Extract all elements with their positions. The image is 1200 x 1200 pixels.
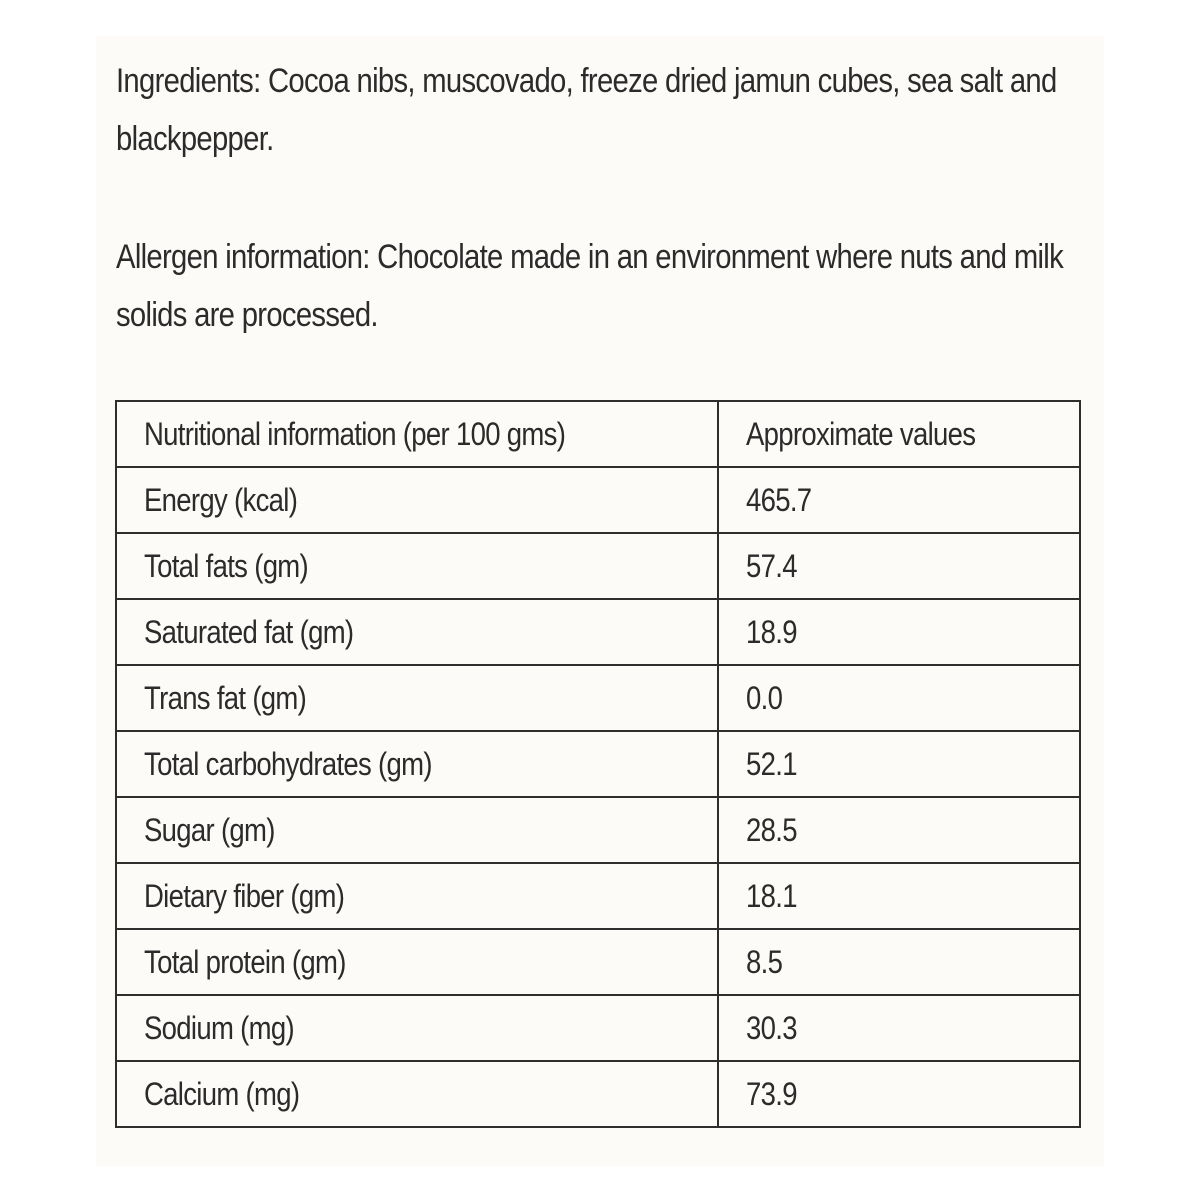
value-cell [718,863,1080,929]
nutrient-value: 73.9 [746,1075,797,1112]
value-cell [718,797,1080,863]
nutrient-name: Total fats (gm) [144,547,309,584]
table-row [116,995,1080,1061]
header-value-label: Approximate values [746,415,976,452]
nutrient-value: 0.0 [746,679,783,716]
table-row [116,467,1080,533]
label-sheet [96,36,1104,1166]
nutrient-value: 8.5 [746,943,783,980]
value-cell [718,665,1080,731]
allergen-text: Allergen information: Chocolate made in an environment where nuts and milk solids are processed. [116,238,1064,334]
table-row [116,599,1080,665]
table-row [116,929,1080,995]
nutrient-name: Sugar (gm) [144,811,275,848]
nutrient-cell [116,731,718,797]
nutrient-name: Sodium (mg) [144,1009,294,1046]
table-row [116,665,1080,731]
nutrition-table [115,400,1081,1128]
value-cell [718,731,1080,797]
header-value-cell [718,401,1080,467]
nutrient-cell [116,599,718,665]
nutrient-name: Energy (kcal) [144,481,298,518]
nutrient-value: 18.1 [746,877,797,914]
nutrient-name: Dietary fiber (gm) [144,877,345,914]
header-nutrient-cell [116,401,718,467]
header-nutrient-label: Nutritional information (per 100 gms) [144,415,566,452]
value-cell [718,599,1080,665]
nutrient-cell [116,863,718,929]
nutrient-cell [116,1061,718,1127]
table-row [116,533,1080,599]
nutrient-cell [116,995,718,1061]
nutrient-name: Trans fat (gm) [144,679,307,716]
ingredients-text: Ingredients: Cocoa nibs, muscovado, freeze dried jamun cubes, sea salt and blackpepper. [116,62,1057,158]
nutrient-value: 18.9 [746,613,797,650]
nutrient-name: Calcium (mg) [144,1075,300,1112]
table-row [116,1061,1080,1127]
nutrient-value: 465.7 [746,481,812,518]
nutrient-value: 52.1 [746,745,797,782]
nutrient-cell [116,797,718,863]
table-row [116,797,1080,863]
nutrient-name: Total carbohydrates (gm) [144,745,432,782]
nutrient-value: 30.3 [746,1009,797,1046]
nutrient-cell [116,665,718,731]
value-cell [718,467,1080,533]
nutrient-cell [116,929,718,995]
nutrient-name: Saturated fat (gm) [144,613,354,650]
table-row [116,731,1080,797]
value-cell [718,1061,1080,1127]
table-header-row [116,401,1080,467]
value-cell [718,995,1080,1061]
nutrient-value: 57.4 [746,547,797,584]
value-cell [718,533,1080,599]
table-row [116,863,1080,929]
value-cell [718,929,1080,995]
nutrient-value: 28.5 [746,811,797,848]
nutrient-cell [116,533,718,599]
nutrient-cell [116,467,718,533]
nutrient-name: Total protein (gm) [144,943,346,980]
